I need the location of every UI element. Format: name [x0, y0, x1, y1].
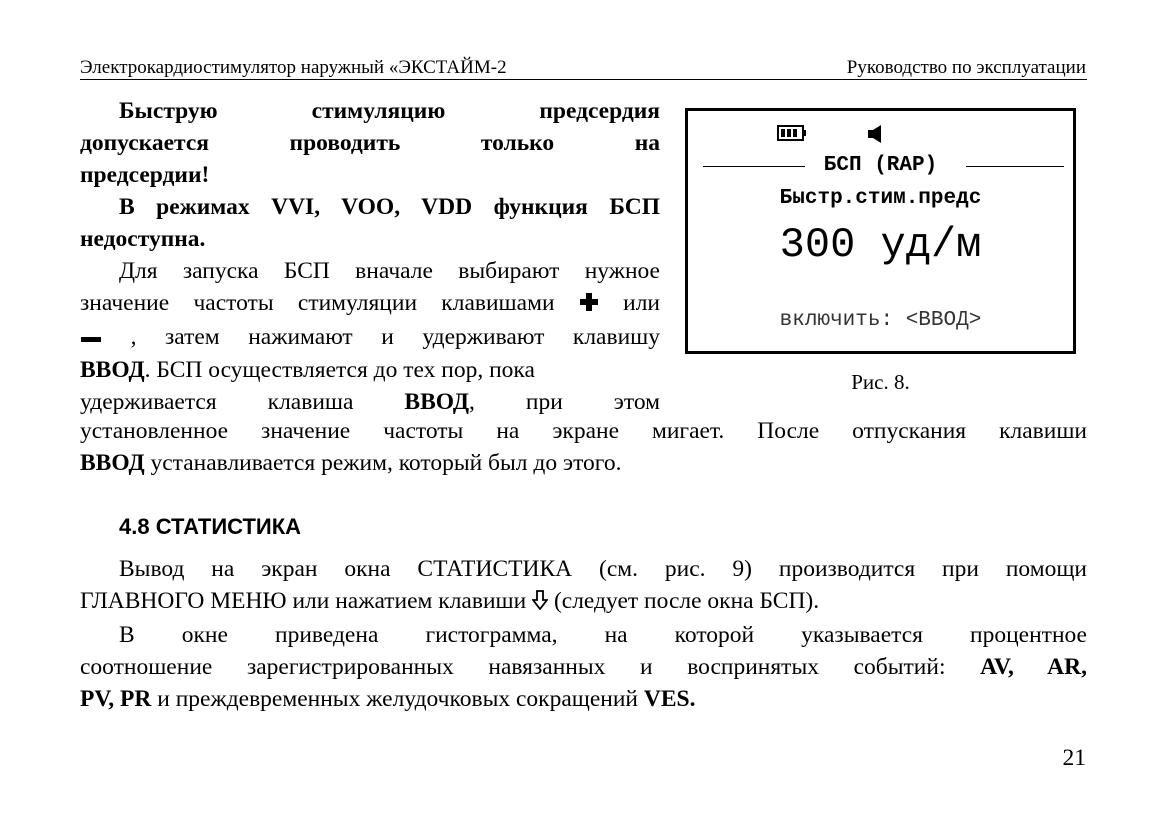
para-text: , при этом: [469, 389, 660, 416]
speaker-icon: [866, 124, 886, 149]
section-p1-line-1: Вывод на экран окна СТАТИСТИКА (см. рис. 9) производится при помощи: [119, 556, 1087, 582]
enter-key-phrase: [404, 389, 660, 415]
para-text: или: [623, 290, 661, 316]
section-text: (следует после окна БСП).: [548, 588, 820, 614]
warning-line-1: [80, 95, 660, 127]
event-codes: AV, AR,: [980, 653, 1088, 680]
para-line-4: [80, 354, 660, 386]
lcd-rate-value: 300 уд/м: [779, 221, 982, 269]
warning-word: на: [634, 130, 661, 156]
warning-word: проводить: [289, 130, 401, 156]
warning-word: предсердия: [539, 98, 661, 124]
event-codes: VES.: [643, 685, 696, 712]
section-p2-line-2: [80, 651, 1087, 683]
para-continuation: [80, 415, 1087, 479]
event-codes: PV, PR: [80, 685, 152, 712]
para-line-7: [80, 447, 1087, 479]
page-number: 21: [1062, 745, 1086, 771]
para-line-2: [80, 287, 660, 321]
section-heading: 4.8 СТАТИСТИКА: [119, 514, 302, 539]
para-text: , затем нажимают и удерживают клавишу: [130, 323, 660, 350]
lcd-action-hint: включить: <ВВОД>: [779, 309, 982, 332]
section-text: и преждевременных желудочковых сокращений: [151, 685, 644, 712]
header-manual-label: Руководство по эксплуатации: [846, 57, 1086, 78]
para-text: значение частоты стимуляции клавишами: [80, 290, 555, 316]
left-column-text: [80, 95, 660, 418]
section-p1-line-2: [80, 585, 1087, 619]
battery-icon: [777, 124, 807, 147]
figure-caption: Рис. 8.: [851, 370, 910, 394]
section-p2-line-3: [80, 683, 1087, 715]
plus-key-icon: [579, 289, 599, 321]
down-arrow-key-icon: [532, 587, 548, 619]
section-text: соотношение зарегистрированных навязанных и воспринятых событий:: [80, 653, 981, 680]
section-body: [80, 553, 1087, 715]
para-line-5: [80, 386, 660, 418]
para-text: . БСП осуществляется до тех пор, пока: [144, 357, 535, 384]
enter-key-label: ВВОД: [404, 389, 470, 416]
para-line-3: [80, 321, 660, 355]
para-text: удерживается клавиша: [80, 389, 354, 416]
enter-key-label: ВВОД: [80, 357, 145, 384]
enter-key-label: ВВОД: [80, 450, 145, 476]
para-line-6: установленное значение частоты на экране мигает. После отпускания клавиши: [80, 418, 1087, 444]
para-text: устанавливается режим, который был до этого.: [144, 450, 622, 476]
lcd-screen-figure: [685, 108, 1076, 354]
warning-word: допускается: [80, 130, 209, 156]
section-text: ГЛАВНОГО МЕНЮ или нажатием клавиши: [80, 588, 527, 614]
minus-key-icon: [80, 322, 102, 354]
warning-line-3: предсердии!: [80, 162, 210, 188]
section-p2-line-1: В окне приведена гистограмма, на которой указывается процентное: [119, 621, 1087, 648]
note-line-2: недоступна.: [80, 226, 206, 252]
header-divider: [80, 79, 1087, 80]
warning-word: только: [480, 130, 555, 156]
warning-word: Быструю: [119, 98, 218, 124]
lcd-mode-title: БСП (RAP): [823, 154, 938, 177]
para-line-1: Для запуска БСП вначале выбирают нужное: [119, 258, 660, 284]
header-title: Электрокардиостимулятор наружный «ЭКСТАЙМ-2: [80, 57, 507, 78]
warning-line-2: [80, 127, 660, 159]
warning-word: стимуляцию: [311, 98, 446, 124]
note-line-1: В режимах VVI, VOO, VDD функция БСП: [119, 194, 660, 220]
lcd-subtitle: Быстр.стим.предс: [779, 187, 982, 210]
